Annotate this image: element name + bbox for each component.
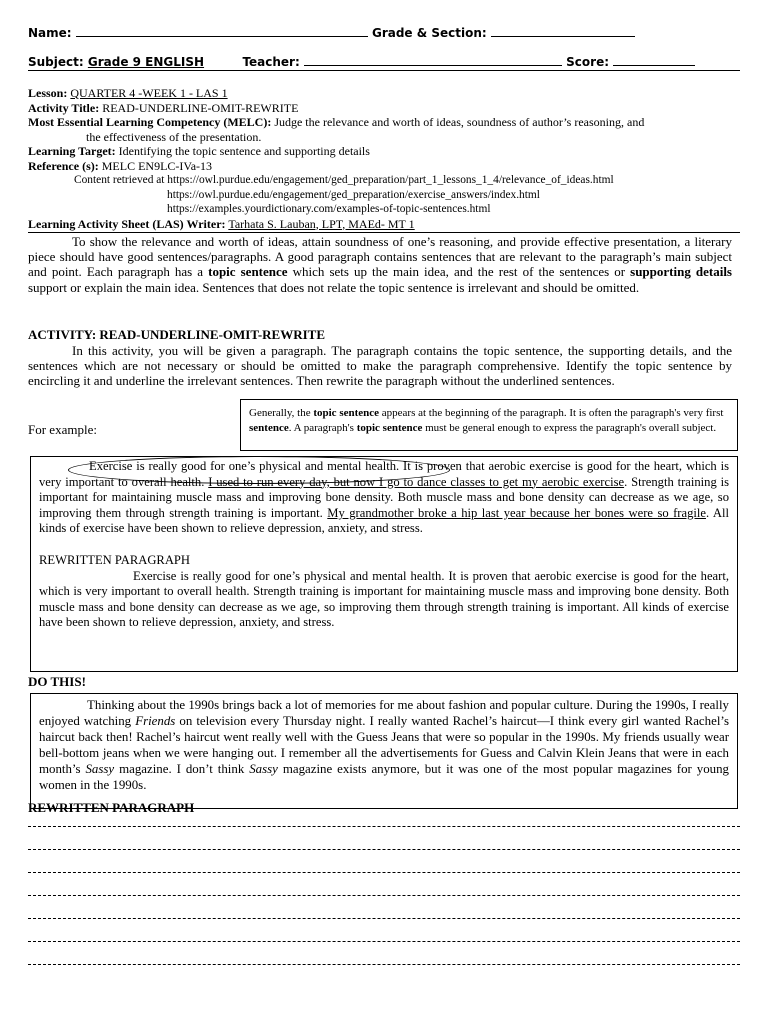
- example-rewritten-heading: REWRITTEN PARAGRAPH: [39, 552, 191, 567]
- activity-instructions: [28, 343, 732, 389]
- example-rewritten-paragraph: Exercise is really good for one’s physical and mental health. It is proven that aerobic exercise is good for the heart, which is very important to overall health. Strength training is important for maintaining muscle mass and improving bone density. Both muscle mass and bone density can decrease as we age, so improving them through strength training is important. All kinds of exercise have been shown to relieve depression, anxiety, and stress.: [39, 568, 729, 630]
- activity-title-label: Activity Title:: [28, 100, 100, 115]
- writing-line-4[interactable]: [28, 895, 740, 896]
- melc-value-cont: the effectiveness of the presentation.: [86, 129, 262, 144]
- intro-paragraph: [28, 234, 732, 295]
- intro-supporting-details: supporting details: [630, 264, 732, 280]
- name-label: Name:: [28, 26, 72, 40]
- subject-label: Subject:: [28, 55, 84, 69]
- writer-label: Learning Activity Sheet (LAS) Writer:: [28, 216, 226, 231]
- content-source-1[interactable]: Content retrieved at https://owl.purdue.edu/engagement/ged_preparation/part_1_lessons_1_4/relevance_of_ideas.html: [74, 174, 614, 186]
- grade-label: Grade & Section:: [371, 26, 487, 40]
- activity-title-value: READ-UNDERLINE-OMIT-REWRITE: [102, 100, 299, 115]
- writing-line-2[interactable]: [28, 849, 740, 850]
- do-this-box: [30, 693, 738, 809]
- content-source-2[interactable]: https://owl.purdue.edu/engagement/ged_preparation/exercise_answers/index.html: [167, 188, 540, 201]
- target-label: Learning Target:: [28, 144, 116, 158]
- teacher-label: Teacher:: [242, 55, 300, 69]
- lesson-value: QUARTER 4 -WEEK 1 - LAS 1: [70, 86, 228, 100]
- header-row-1: [28, 26, 740, 40]
- writing-line-7[interactable]: [28, 964, 740, 965]
- example-topic-sentence: Exercise is really good for one’s physical and mental health: [89, 459, 396, 473]
- writing-line-1[interactable]: [28, 826, 740, 827]
- lesson-label: Lesson:: [28, 86, 68, 100]
- intro-text-a: To show the relevance and worth of ideas, attain soundness of one’s reasoning, and provide effective presentation, a literary piece should have good sentences/paragraphs. A good paragraph contains sentences that are relevant to the paragraph’s main subject and point. Each paragraph has a: [28, 234, 732, 280]
- do-this-paragraph: Thinking about the 1990s brings back a lot of memories for me about fashion and popular culture. During the 1990s, I really enjoyed watching Friends on television every Thursday night. I really wanted Rachel’s haircut—I think every girl wanted Rachel’s haircut back then! Rachel’s haircut went really well with the Guess Jeans that were so popular in the 1990s. My friends usually wear bell-bottom jeans when we were hanging out. I remember all the advertisements for Guess and Calvin Klein Jeans that were in each month’s Sassy magazine. I don’t think Sassy magazine exists anymore, but it was one of the most popular magazines for young women in the 1990s.: [39, 698, 729, 792]
- do-this-rewritten-heading: REWRITTEN PARAGRAPH: [28, 800, 195, 815]
- example-paragraph: Exercise is really good for one’s physical and mental health. It is proven that aerobic exercise is good for the heart, which is very important to overall health. I used to run every day, but now I go to dance classes to get my aerobic exercise. Strength training is important for maintaining muscle mass and improving bone density. Both muscle mass and bone density can decrease as we age, so improving them through strength training is important. My grandmother broke a hip last year because her bones were so fragile. All kinds of exercise have been shown to relieve depression, anxiety, and stress.: [39, 459, 730, 536]
- meta-divider: [28, 232, 740, 233]
- header-divider: [28, 70, 740, 71]
- teacher-blank[interactable]: [304, 55, 562, 66]
- intro-topic-sentence: topic sentence: [208, 264, 288, 280]
- activity-heading: ACTIVITY: READ-UNDERLINE-OMIT-REWRITE: [28, 327, 326, 342]
- score-label: Score:: [566, 55, 610, 69]
- topic-sentence-circle: [68, 456, 450, 484]
- reference-label: Reference (s):: [28, 158, 99, 173]
- do-this-heading: DO THIS!: [28, 674, 86, 689]
- grade-blank[interactable]: [491, 26, 635, 37]
- score-blank[interactable]: [613, 55, 695, 66]
- name-blank[interactable]: [76, 26, 368, 37]
- writer-value: Tarhata S. Lauban, LPT, MAEd- MT 1: [228, 216, 415, 231]
- melc-value: Judge the relevance and worth of ideas, soundness of author’s reasoning, and: [274, 115, 645, 129]
- topic-sentence-note: Generally, the topic sentence appears at the beginning of the paragraph. It is often the paragraph's very first sentence. A paragraph's topic sentence must be general enough to express the paragraph's overall subject.: [240, 399, 738, 451]
- intro-text-b: which sets up the main idea, and the rest of the sentences or: [287, 264, 631, 280]
- writing-line-6[interactable]: [28, 941, 740, 942]
- target-value: Identifying the topic sentence and supporting details: [118, 144, 370, 158]
- intro-text-c: support or explain the main idea. Sentences that does not relate the topic sentence is irrelevant and should be omitted.: [28, 279, 640, 295]
- reference-value: MELC EN9LC-IVa-13: [101, 158, 213, 173]
- for-example-label: For example:: [28, 422, 97, 437]
- subject-value: Grade 9 ENGLISH: [87, 55, 205, 69]
- instructions-text: In this activity, you will be given a paragraph. The paragraph contains the topic sentence, the supporting details, and the sentences which are not necessary or should be omitted to make the paragraph comprehensive. Identify the topic sentence by encircling it and underline the irrelevant sentences. Then rewrite the paragraph without the underlined sentences.: [28, 343, 732, 389]
- writing-line-5[interactable]: [28, 918, 740, 919]
- example-box: [30, 456, 738, 672]
- content-source-3[interactable]: https://examples.yourdictionary.com/examples-of-topic-sentences.html: [167, 203, 491, 215]
- lesson-meta: [28, 86, 740, 231]
- writing-line-3[interactable]: [28, 872, 740, 873]
- example-irrelevant-1: I used to run every day, but now I go to dance classes to get my aerobic exercise: [208, 474, 625, 489]
- melc-label: Most Essential Learning Competency (MELC):: [28, 115, 272, 129]
- header-row-2: [28, 55, 740, 69]
- example-irrelevant-2: My grandmother broke a hip last year because her bones were so fragile: [327, 505, 706, 520]
